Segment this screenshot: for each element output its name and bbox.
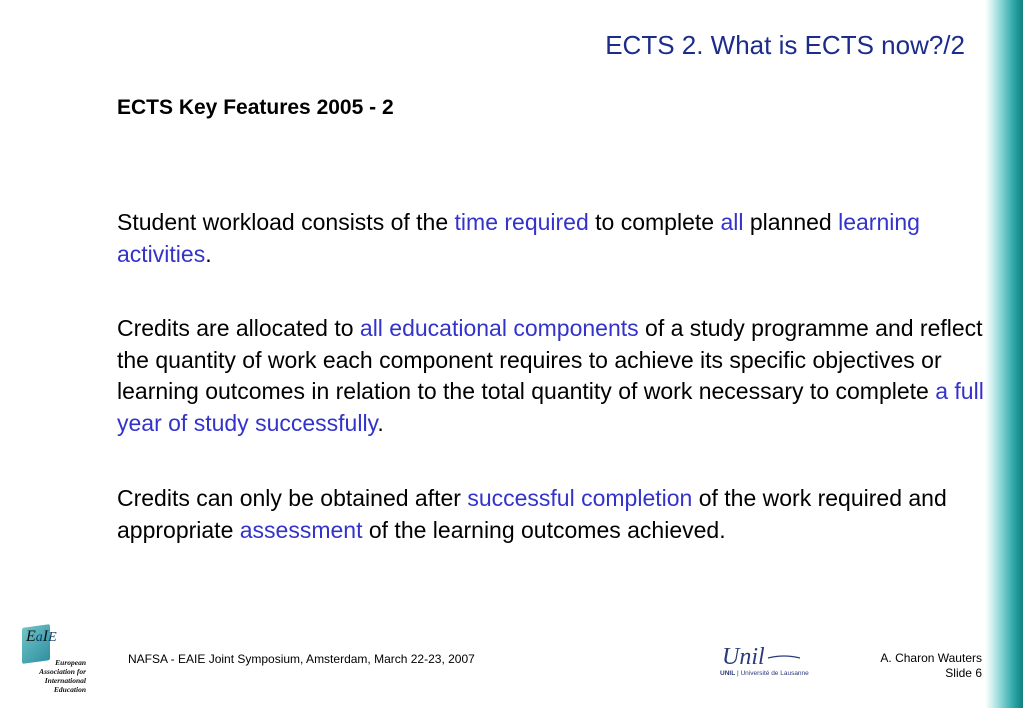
eaie-letter: a bbox=[35, 630, 43, 645]
unil-wordmark: Unil bbox=[722, 644, 765, 670]
highlight-learning-activities: learning activities bbox=[117, 209, 920, 267]
eaie-letter: E bbox=[26, 628, 36, 645]
highlight-time-required: time required bbox=[454, 209, 589, 235]
text-run: planned bbox=[743, 209, 839, 235]
highlight-all: all bbox=[720, 209, 744, 235]
footer-right bbox=[880, 651, 982, 681]
eaie-logo-text bbox=[16, 658, 86, 694]
eaie-line: Association for bbox=[39, 667, 86, 676]
eaie-line: Education bbox=[53, 685, 86, 694]
highlight-all-educational-components: all educational components bbox=[359, 315, 639, 341]
slide-title: ECTS 2. What is ECTS now?/2 bbox=[605, 30, 965, 60]
decorative-side-bar bbox=[985, 0, 1023, 708]
highlight-successful-completion: successful completion bbox=[467, 485, 693, 511]
text-run: Credits can only be obtained after bbox=[117, 485, 468, 511]
unil-caption bbox=[720, 670, 809, 677]
eaie-line: European bbox=[55, 658, 86, 667]
paragraph-credits-obtained bbox=[117, 483, 987, 546]
text-run: to complete bbox=[588, 209, 721, 235]
text-run: . bbox=[377, 409, 384, 436]
footer-event: NAFSA - EAIE Joint Symposium, Amsterdam, March 22-23, 2007 bbox=[128, 652, 475, 666]
text-run: of the learning outcomes achieved. bbox=[362, 516, 726, 543]
eaie-logo-letters bbox=[26, 628, 57, 646]
eaie-letter: E bbox=[48, 630, 57, 645]
eaie-letter: I bbox=[42, 628, 49, 645]
paragraph-workload bbox=[117, 207, 987, 270]
unil-separator: | bbox=[735, 670, 741, 677]
unil-full-name: Université de Lausanne bbox=[740, 670, 809, 677]
text-run: Student workload consists of the bbox=[117, 209, 455, 235]
paragraph-credits-allocated bbox=[117, 313, 987, 439]
unil-swoosh bbox=[768, 656, 800, 658]
eaie-logo bbox=[16, 626, 86, 704]
footer-author: A. Charon Wauters bbox=[880, 651, 982, 665]
slide-number: Slide 6 bbox=[945, 666, 982, 680]
text-run: . bbox=[205, 240, 212, 267]
slide-subtitle: ECTS Key Features 2005 - 2 bbox=[117, 96, 394, 119]
highlight-full-year: a full year of study successfully bbox=[117, 378, 984, 436]
text-run: of a study programme and reflect the quantity of work each component requires to achieve its specific objectives or learning outcomes in relation to the total quantity of work necessary to complete bbox=[117, 315, 983, 404]
eaie-line: International bbox=[44, 676, 86, 685]
unil-short: UNIL bbox=[720, 670, 736, 677]
text-run: Credits are allocated to bbox=[117, 315, 360, 341]
text-run: of the work required and appropriate bbox=[117, 485, 947, 543]
highlight-assessment: assessment bbox=[239, 516, 363, 543]
